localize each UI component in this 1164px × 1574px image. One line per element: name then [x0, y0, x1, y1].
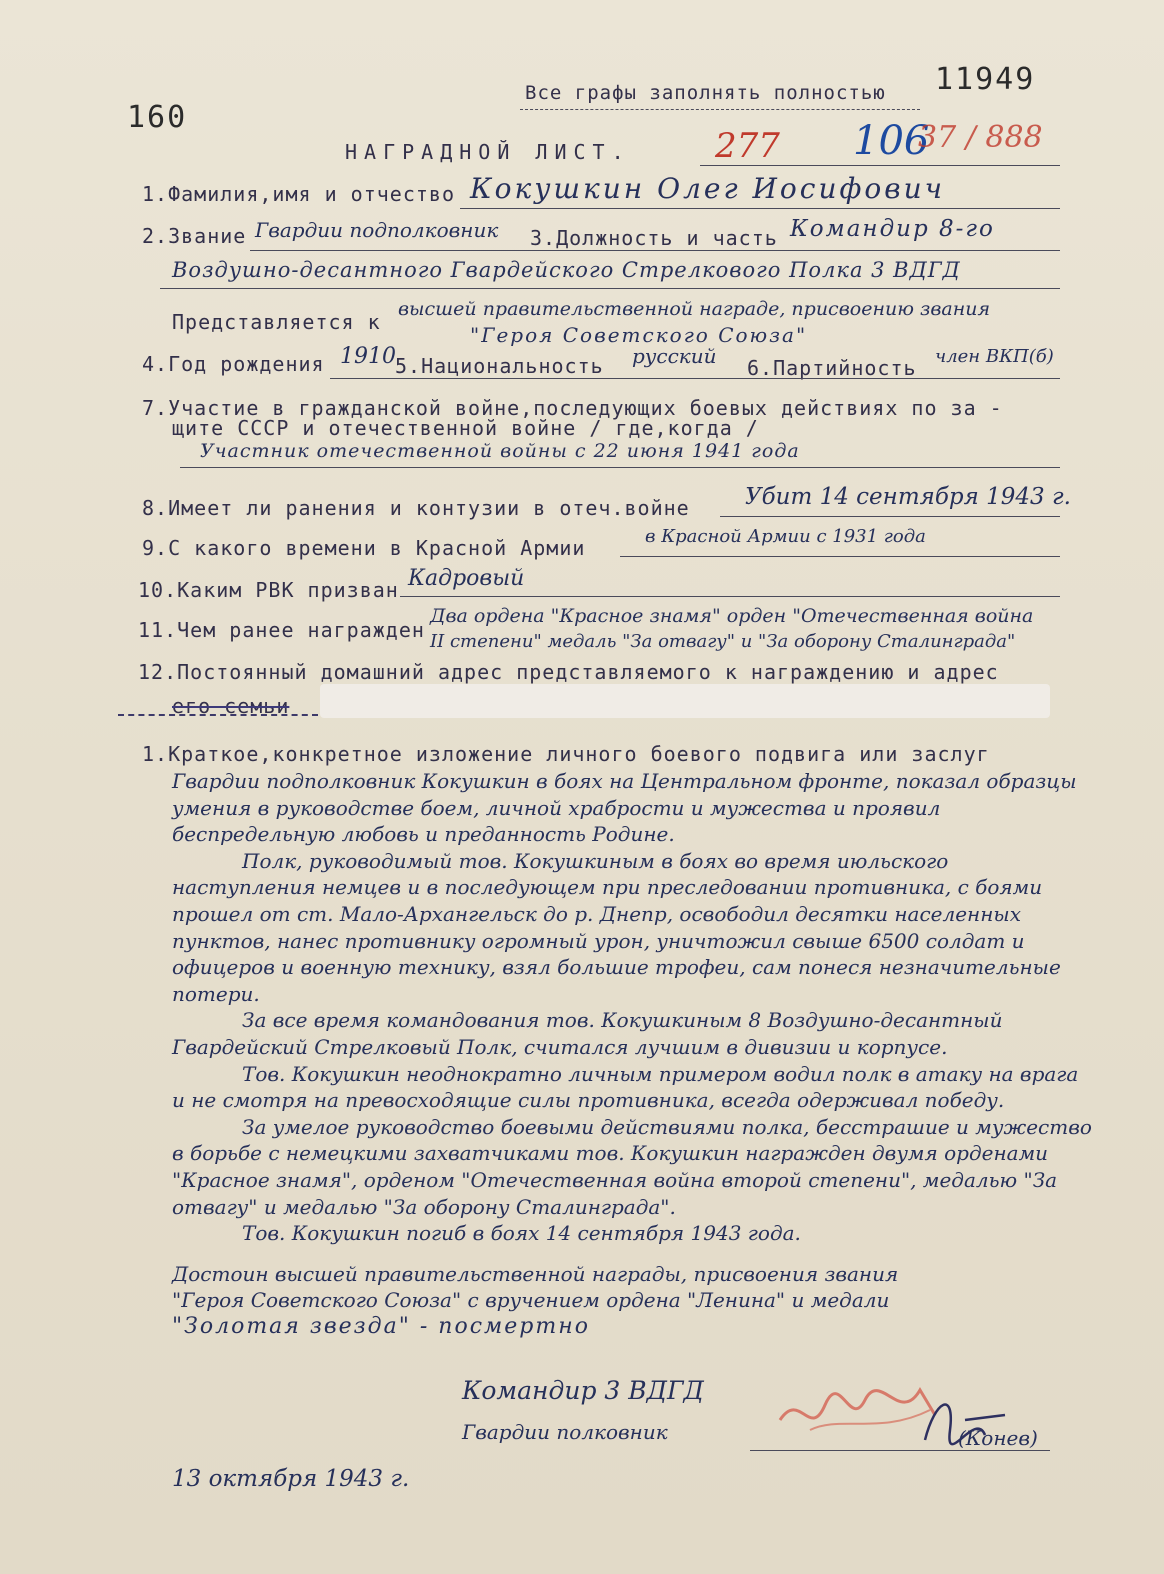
field-1-value: Кокушкин Олег Иосифович [470, 172, 946, 205]
document-title: НАГРАДНОЙ ЛИСТ. [345, 140, 631, 164]
field-10-label: 10.Каким РВК призван [138, 578, 399, 602]
field-8-label: 8.Имеет ли ранения и контузии в отеч.войне [142, 496, 690, 520]
field-7-label-1: 7.Участие в гражданской войне,последующих боевых действиях по за - [142, 396, 1003, 420]
conclusion-line-2: "Героя Советского Союза" с вручением ордена "Ленина" и медали [172, 1288, 890, 1312]
title-mark-blue: 106 [853, 118, 930, 164]
field-3-value: Командир 8-го [790, 216, 995, 242]
signature-name: (Конев) [958, 1426, 1038, 1450]
fill-notice: Все графы заполнять полностью [525, 82, 886, 104]
field-8-value: Убит 14 сентября 1943 г. [745, 484, 1071, 510]
field-12-label-2: его семьи [172, 694, 290, 718]
award-value-1: высшей правительственной награде, присвоению звания [398, 298, 991, 320]
field-11-label: 11.Чем ранее награжден [138, 618, 425, 642]
narrative-paragraph-3: За все время командования тов. Кокушкиным 8 Воздушно-десантный Гвардейский Стрелковый Полк, считался лучшим в дивизии и корпусе. [172, 1008, 1003, 1059]
field-6-label: 6.Партийность [747, 356, 917, 380]
field-9-value: в Красной Армии с 1931 года [645, 526, 926, 547]
field-1-label: 1.Фамилия,имя и отчество [142, 182, 455, 206]
narrative-paragraph-5: За умелое руководство боевыми действиями полка, бесстрашие и мужество в борьбе с немецкими захватчиками тов. Кокушкин награжден двумя орденами "Красное знамя", орденом "Отечественная война второй степени", медалью "За отвагу" и медалью "За оборону Сталинграда". [172, 1114, 1092, 1219]
field-3-value-cont: Воздушно-десантного Гвардейского Стрелкового Полка 3 ВДГД [172, 258, 961, 282]
document-date: 13 октября 1943 г. [172, 1466, 410, 1492]
conclusion-line-1: Достоин высшей правительственной награды, присвоения звания [172, 1262, 899, 1286]
section-label: 1.Краткое,конкретное изложение личного боевого подвига или заслуг [142, 742, 990, 766]
title-mark-red-2: 37 / 888 [918, 120, 1043, 155]
conclusion-line-3: "Золотая звезда" - посмертно [172, 1314, 590, 1339]
field-2-label: 2.Звание [142, 224, 247, 248]
redacted-address [320, 684, 1050, 718]
field-11-value-1: Два ордена "Красное знамя" орден "Отечественная война [430, 605, 1034, 627]
field-3-label: 3.Должность и часть [530, 226, 778, 250]
field-7-label-2: щите СССР и отечественной войне / где,когда / [172, 416, 759, 440]
archive-number: 11949 [935, 62, 1036, 97]
field-10-value: Кадровый [408, 566, 525, 591]
field-4-value: 1910 [340, 344, 396, 369]
signature-title-2: Гвардии полковник [462, 1420, 668, 1444]
page-number: 160 [127, 100, 188, 135]
field-2-value: Гвардии подполковник [255, 218, 499, 242]
narrative-block [172, 768, 1092, 1247]
title-mark-red: 277 [715, 126, 780, 166]
award-label: Представляется к [172, 310, 381, 334]
narrative-paragraph-6: Тов. Кокушкин погиб в боях 14 сентября 1943 года. [242, 1221, 801, 1246]
narrative-paragraph-4: Тов. Кокушкин неоднократно личным примером водил полк в атаку на врага и не смотря на превосходящие силы противника, всегда одерживал победу. [172, 1061, 1079, 1113]
field-4-label: 4.Год рождения [142, 352, 325, 376]
field-5-value: русский [632, 344, 717, 368]
field-6-value: член ВКП(б) [935, 346, 1054, 367]
field-7-value: Участник отечественной войны с 22 июня 1941 года [200, 440, 800, 462]
field-11-value-2: II степени" медаль "За отвагу" и "За оборону Сталинграда" [430, 631, 1016, 652]
narrative-paragraph-1: Гвардии подполковник Кокушкин в боях на Центральном фронте, показал образцы умения в руководстве боем, личной храбрости и мужества и проявил беспредельную любовь и преданность Родине. [172, 769, 1077, 847]
award-value-2: "Героя Советского Союза" [470, 323, 808, 347]
narrative-paragraph-2: Полк, руководимый тов. Кокушкиным в боях во время июльского наступления немцев и в последующем при преследовании противника, с боями прошел от ст. Мало-Архангельск до р. Днепр, освободил десятки населенных пунктов, нанес противнику огромный урон, уничтожил свыше 6500 солдат и офицеров и военную технику, взял большие трофеи, сам понеся незначительные потери. [172, 848, 1061, 1006]
signature-title-1: Командир 3 ВДГД [462, 1376, 704, 1405]
field-12-label-1: 12.Постоянный домашний адрес представляемого к награждению и адрес [138, 660, 999, 684]
field-9-label: 9.С какого времени в Красной Армии [142, 536, 586, 560]
field-5-label: 5.Национальность [395, 354, 604, 378]
